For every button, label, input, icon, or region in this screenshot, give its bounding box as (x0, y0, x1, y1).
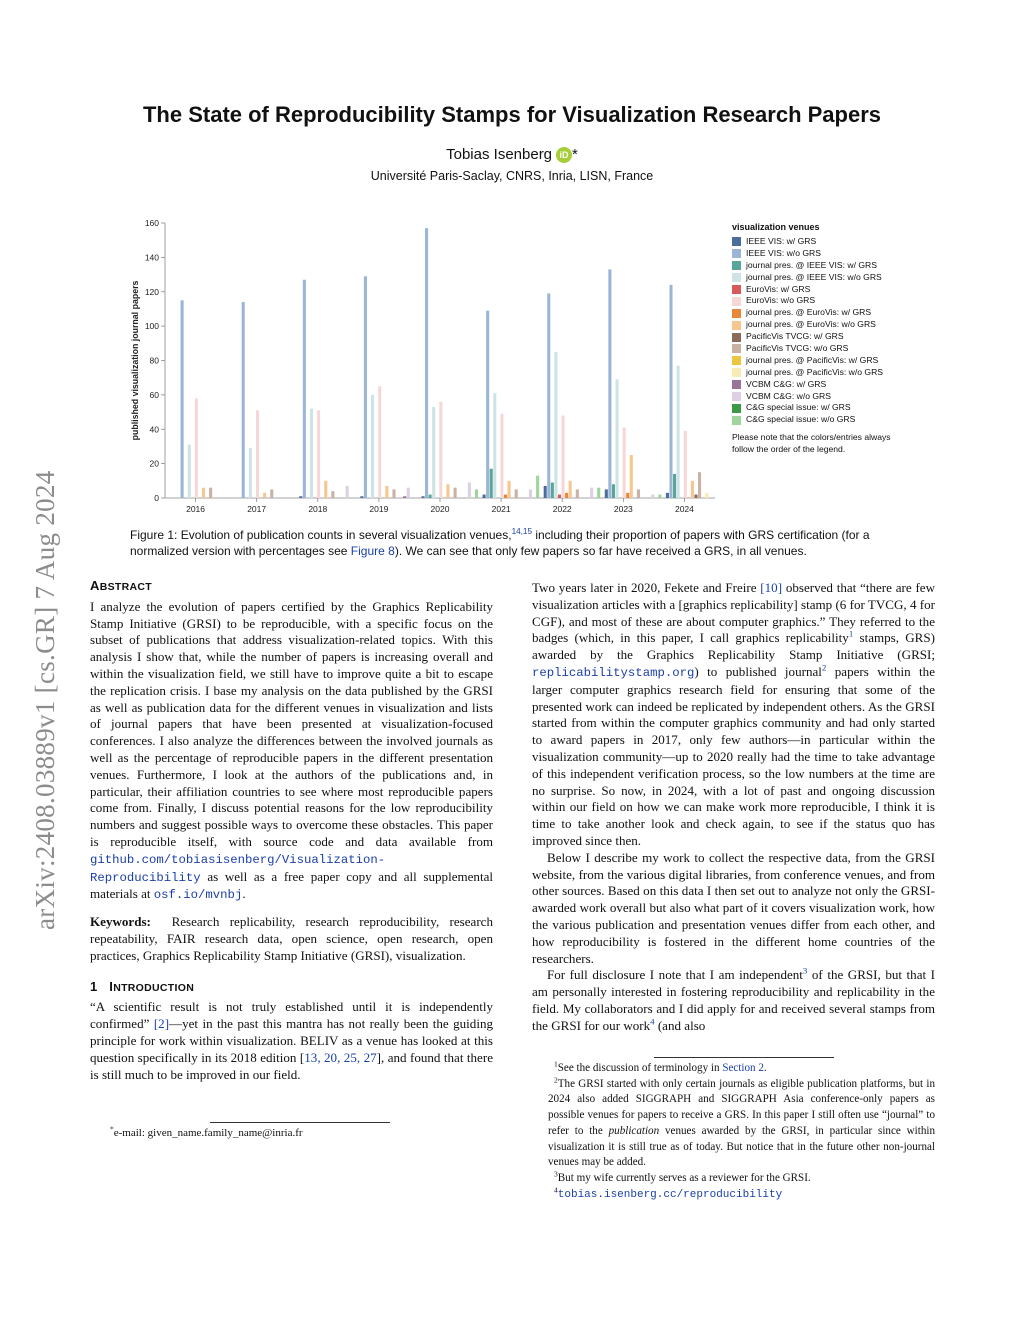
x-tick-label: 2021 (491, 504, 511, 514)
bar (468, 483, 471, 498)
x-tick-label: 2020 (430, 504, 450, 514)
bar (242, 302, 245, 498)
bar (637, 489, 640, 498)
legend-item (732, 391, 932, 403)
bar (346, 486, 349, 498)
bar (608, 269, 611, 498)
bar (544, 486, 547, 498)
legend-item (732, 414, 932, 426)
legend-swatch (732, 297, 741, 306)
legend-label: C&G special issue: w/o GRS (746, 414, 856, 425)
legend-item (732, 260, 932, 272)
bar (331, 491, 334, 498)
y-tick-label: 140 (144, 252, 159, 263)
y-tick-label: 160 (144, 218, 159, 228)
bar (378, 386, 381, 498)
y-tick-label: 0 (154, 493, 159, 503)
right-paragraph-1: Two years later in 2020, Fekete and Freire [10] observed that “there are few visualization articles with a [graphics replicability] stamp (6 for TVCG, 4 for CGF), and most of these are about computer graphics.” They referred to the badges (which, in this paper, I call graphics replicability$^1$ stamps, GRS) awarded by the Graphics Replicability Stamp Initiative (GRSI; replicabilitystamp.org) to published journal$^2$ papers within the larger computer graphics research field for ensuring that some of the presented work can indeed be replicated by independent others. As the GRSI started from within the computer graphics community and had only started to award papers in 2017, only few authors—in particular within the visualization community—up to 2020 really had the time to take advantage of this independent verification process, so the low numbers at the time are no surprise. So now, in 2024, with a lot of past and ongoing discussion within our field on how we can make work more reproducible, I think it is time to take another look and check again, to see if the status quo has improved since then. (532, 580, 936, 848)
legend-item (732, 331, 932, 343)
bar (551, 483, 554, 498)
legend-item (732, 402, 932, 414)
citation-2[interactable]: [2] (153, 1016, 170, 1032)
y-tick-label: 20 (149, 458, 159, 469)
arxiv-identifier: arXiv:2408.03889v1 [cs.GR] 7 Aug 2024 (30, 470, 60, 930)
right-column (532, 580, 935, 1035)
bar (565, 493, 568, 498)
legend-swatch (732, 416, 741, 425)
legend-label: journal pres. @ IEEE VIS: w/o GRS (746, 271, 882, 282)
bar (684, 431, 687, 498)
bar (529, 489, 532, 498)
bar (188, 445, 191, 498)
bar (324, 481, 327, 498)
author-line (0, 146, 1024, 163)
x-tick-label: 2016 (186, 504, 206, 514)
bar (317, 410, 320, 498)
footnote-2: $^2$The GRSI started with only certain journals as eligible publication platforms, but in 2024 also added SIGGRAPH and SIGGRAPH Asia conference-only papers as possible venues for papers to receive a GRS. In this paper I still often use “journal” to refer to the publication venues awarded by the GRSI, in particular since within visualization it is still true as of today. But notice that in the future other non-journal venues may be added. (548, 1075, 935, 1169)
legend-label: EuroVis: w/o GRS (746, 295, 816, 306)
legend-item (732, 367, 932, 379)
legend-swatch (732, 333, 741, 342)
legend-item (732, 379, 932, 391)
legend-label: PacificVis TVCG: w/ GRS (746, 331, 844, 342)
bar (658, 495, 661, 498)
bar (691, 481, 694, 498)
legend-items (732, 236, 932, 426)
y-tick-label: 60 (149, 389, 159, 400)
bar (630, 455, 633, 498)
citation-10[interactable]: [10] (760, 580, 783, 595)
legend-swatch (732, 344, 741, 353)
bar (569, 481, 572, 498)
bar (562, 416, 565, 499)
bar (554, 352, 557, 498)
legend-item (732, 236, 932, 248)
grsi-link[interactable]: replicabilitystamp.org (532, 665, 695, 680)
legend-label: journal pres. @ PacificVis: w/o GRS (746, 366, 884, 377)
bar (195, 398, 198, 498)
caption-text: Evolution of publication counts in several visualization venues, (180, 528, 512, 542)
bar (504, 495, 507, 498)
legend-label: journal pres. @ PacificVis: w/ GRS (746, 354, 879, 365)
bar (698, 472, 701, 498)
legend-item (732, 248, 932, 260)
y-tick-label: 40 (149, 424, 159, 435)
author-name: Tobias Isenberg (446, 146, 553, 163)
section-2-link[interactable]: Section 2 (722, 1062, 764, 1074)
abstract-heading: ABSTRACT (90, 578, 152, 593)
bar (249, 448, 252, 498)
legend-label: journal pres. @ EuroVis: w/o GRS (746, 319, 876, 330)
bar (421, 496, 424, 498)
legend-note: Please note that the colors/entries always follow the order of the legend. (732, 432, 891, 455)
legend-label: PacificVis TVCG: w/o GRS (746, 343, 849, 354)
bar (270, 489, 273, 498)
y-tick-label: 120 (144, 286, 159, 297)
footnote-rule (210, 1122, 390, 1123)
caption-text-2: including their proportion of papers with GRS certification (for a normalized version with percentages see (130, 528, 870, 558)
caption-label: Figure 1: (130, 528, 178, 542)
bar (666, 493, 669, 498)
bar (500, 414, 503, 498)
author-footnote-mark: * (572, 146, 578, 163)
chart-legend (732, 222, 932, 455)
bar (576, 489, 579, 498)
x-tick-label: 2024 (674, 504, 694, 514)
y-tick-label: 100 (144, 321, 159, 332)
bar (705, 493, 708, 498)
bar (626, 493, 629, 498)
bar (181, 300, 184, 498)
bar (385, 486, 388, 498)
caption-refs[interactable]: 14,15 (511, 527, 532, 536)
bar (454, 488, 457, 498)
bar (429, 495, 432, 498)
bar (256, 410, 259, 498)
x-tick-label: 2022 (552, 504, 572, 514)
footnote-3: $^3$But my wife currently serves as a reviewer for the GRSI. (554, 1169, 811, 1184)
legend-label: journal pres. @ EuroVis: w/ GRS (746, 307, 872, 318)
y-axis-label: published visualization journal papers (130, 280, 140, 441)
footnote-rule-right (654, 1057, 834, 1058)
bar (360, 496, 363, 498)
bar (392, 489, 395, 498)
bar (651, 495, 654, 498)
paper-title: The State of Reproducibility Stamps for Visualization Research Papers (142, 102, 881, 127)
bar (515, 489, 518, 498)
legend-item (732, 355, 932, 367)
legend-swatch (732, 237, 741, 246)
bar (446, 484, 449, 498)
legend-label: C&G special issue: w/ GRS (746, 402, 851, 413)
github-link[interactable]: github.com/tobiasisenberg/Visualization-Reproducibility (90, 852, 386, 885)
right-paragraph-3: For full disclosure I note that I am independent$^3$ of the GRSI, but that I am personally interested in fostering reproducibility and replicability in the field. My collaborators and I did apply for and received several stamps from the GRSI for our work$^4$ (and also (532, 965, 935, 1033)
bar (407, 488, 410, 498)
legend-item (732, 307, 932, 319)
intro-text: “A scientific result is not truly established until it is independently confirmed” [2]—yet in the past this mantra has not really been the guiding principle for work within visualization. BELIV as a venue has looked at this question specifically in its 2018 edition [13, 20, 25, 27], and found that there is still much to be improved in our field. (90, 999, 493, 1082)
keywords-label: Keywords: (90, 914, 151, 930)
legend-swatch (732, 321, 741, 330)
legend-label: EuroVis: w/ GRS (746, 283, 811, 294)
bar (597, 488, 600, 498)
bar (677, 366, 680, 498)
bar (547, 293, 550, 498)
footnote-1: $^1$See the discussion of terminology in Section 2. (554, 1059, 767, 1074)
bar (590, 488, 593, 498)
keywords: Keywords: Research replicability, research reproducibility, research repeatability, FAIR research data, open science, open research, open practices, Graphics Replicability Stamp Initiative (GRSI), visualization. (90, 914, 493, 963)
legend-item (732, 284, 932, 296)
bar (403, 496, 406, 498)
legend-label: VCBM C&G: w/ GRS (746, 378, 827, 389)
legend-item (732, 295, 932, 307)
bar (623, 428, 626, 498)
legend-swatch (732, 404, 741, 413)
bar (475, 489, 478, 498)
affiliation: Université Paris-Saclay, CNRS, Inria, LISN, France (370, 169, 654, 183)
bar (209, 488, 212, 498)
legend-label: journal pres. @ IEEE VIS: w/ GRS (746, 259, 877, 270)
legend-swatch (732, 309, 741, 318)
bar (483, 495, 486, 498)
bar (605, 489, 608, 498)
citation-beliv[interactable]: 13, 20, 25, 27 (304, 1049, 377, 1065)
bar (493, 393, 496, 498)
legend-swatch (732, 261, 741, 270)
bar (425, 228, 428, 498)
figure-8-link[interactable]: Figure 8 (350, 544, 395, 558)
footnote-4: $^4$tobias.isenberg.cc/reproducibility (554, 1184, 783, 1201)
x-tick-label: 2023 (613, 504, 633, 514)
bar (263, 493, 266, 498)
bar (310, 409, 313, 498)
legend-label: VCBM C&G: w/o GRS (746, 390, 831, 401)
abstract-text: I analyze the evolution of papers certified by the Graphics Replicability Stamp Initiative (GRSI) to be reproducible, with a specific focus on the subset of publications that address visualization-related topics. With this analysis I show that, while the number of papers is increasing overall and within the visualization field, we still have to improve quite a bit to escape the replication crisis. I base my analysis on the data published by the GRSI as well as publication data for the different venues in visualization and lists of journal papers that have been presented at visualization-focused conferences. I also analyze the differences between the involved journals as well as the percentage of reproducible papers in the different presentation venues. Furthermore, I look at the authors of the publications and, in particular, their affiliation countries to see where most reproducible papers come from. Finally, I discuss potential reasons for the low reproducibility numbers and suggest possible ways to overcome these obstacles. This paper is reproducible itself, with source code and data available from github.com/tobiasisenberg/Visualization-Reproducibility as well as a free paper copy and all supplemental materials at osf.io/mvnbj. (90, 598, 493, 903)
legend-swatch (732, 356, 741, 365)
legend-swatch (732, 273, 741, 282)
bar (303, 280, 306, 498)
bar (486, 311, 489, 498)
bar (432, 407, 435, 498)
bar (490, 469, 493, 498)
bar (371, 395, 374, 498)
legend-swatch (732, 368, 741, 377)
legend-swatch (732, 285, 741, 294)
footnotes-right (548, 1057, 935, 1203)
footnote-email: *e-mail: given_name.family_name@inria.fr (210, 1122, 510, 1142)
legend-label: IEEE VIS: w/ GRS (746, 236, 817, 246)
legend-item (732, 272, 932, 284)
legend-swatch (732, 380, 741, 389)
bar (536, 476, 539, 498)
left-column (90, 578, 493, 1083)
introduction-heading: 1 INTRODUCTION (90, 978, 195, 994)
bar (694, 495, 697, 498)
legend-label: IEEE VIS: w/o GRS (746, 247, 821, 258)
bar (508, 481, 511, 498)
figure-caption (130, 527, 900, 559)
bar-chart (125, 215, 715, 520)
legend-title: visualization venues (732, 222, 820, 232)
reproducibility-link[interactable]: tobias.isenberg.cc/reproducibility (557, 1188, 783, 1201)
x-tick-label: 2018 (308, 504, 328, 514)
bar (299, 496, 302, 498)
x-tick-label: 2017 (247, 504, 267, 514)
orcid-icon[interactable]: iD (556, 147, 572, 163)
bar (439, 402, 442, 498)
legend-item (732, 319, 932, 331)
bar (669, 285, 672, 498)
legend-item (732, 343, 932, 355)
bar (612, 484, 615, 498)
legend-swatch (732, 392, 741, 401)
legend-swatch (732, 249, 741, 258)
right-paragraph-2: Below I describe my work to collect the respective data, from the GRSI website, from the various digital libraries, from conference venues, and from other sources. Based on this data I then set out to analyze not only the GRSI-awarded work overall but also what part of it covers visualization work, how the various publication and presentation venues differ from each other, and how reproducibility is fostered in the different home countries of the researchers. (532, 849, 935, 966)
bar (615, 379, 618, 498)
bar (202, 488, 205, 498)
y-tick-label: 80 (149, 355, 159, 366)
x-tick-label: 2019 (369, 504, 389, 514)
caption-text-3: ). We can see that only few papers so far have received a GRS, in all venues. (394, 544, 807, 558)
bar (364, 276, 367, 498)
bar (558, 495, 561, 498)
osf-link[interactable]: osf.io/mvnbj (153, 888, 243, 903)
bar (673, 474, 676, 498)
